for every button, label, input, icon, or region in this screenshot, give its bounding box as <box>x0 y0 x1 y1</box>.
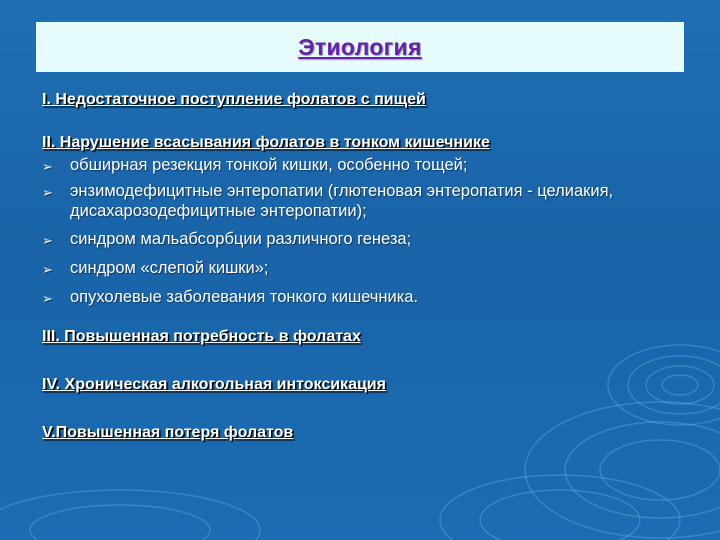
list-item: ➢ энзимодефицитные энтеропатии (глютеновая энтеропатия - целиакия, дисахарозодефицитные энтеропатии); <box>42 182 614 220</box>
list-item: ➢ синдром мальабсорбции различного генеза; <box>42 229 682 249</box>
section-heading-II: II. Нарушение всасывания фолатов в тонком кишечнике <box>42 134 490 151</box>
arrowhead-bullet-icon: ➢ <box>42 159 53 174</box>
slide-title: Этиология <box>298 33 422 60</box>
arrowhead-bullet-icon: ➢ <box>42 233 53 248</box>
section-heading-IV: IV. Хроническая алкогольная интоксикация <box>42 376 386 393</box>
section-heading-V: V.Повышенная потеря фолатов <box>42 424 294 441</box>
arrowhead-bullet-icon: ➢ <box>42 291 53 306</box>
title-bar <box>36 22 684 72</box>
list-item: ➢ синдром «слепой кишки»; <box>42 258 682 278</box>
section-heading-III: III. Повышенная потребность в фолатах <box>42 328 361 345</box>
arrowhead-bullet-icon: ➢ <box>42 262 53 277</box>
arrowhead-bullet-icon: ➢ <box>42 185 53 200</box>
slide-content <box>42 90 682 443</box>
list-item: ➢ опухолевые заболевания тонкого кишечника. <box>42 287 682 307</box>
list-item: ➢ обширная резекция тонкой кишки, особенно тощей; <box>42 155 682 175</box>
section-heading-I: I. Недостаточное поступление фолатов с пищей <box>42 91 426 108</box>
section-II-list <box>42 155 682 307</box>
